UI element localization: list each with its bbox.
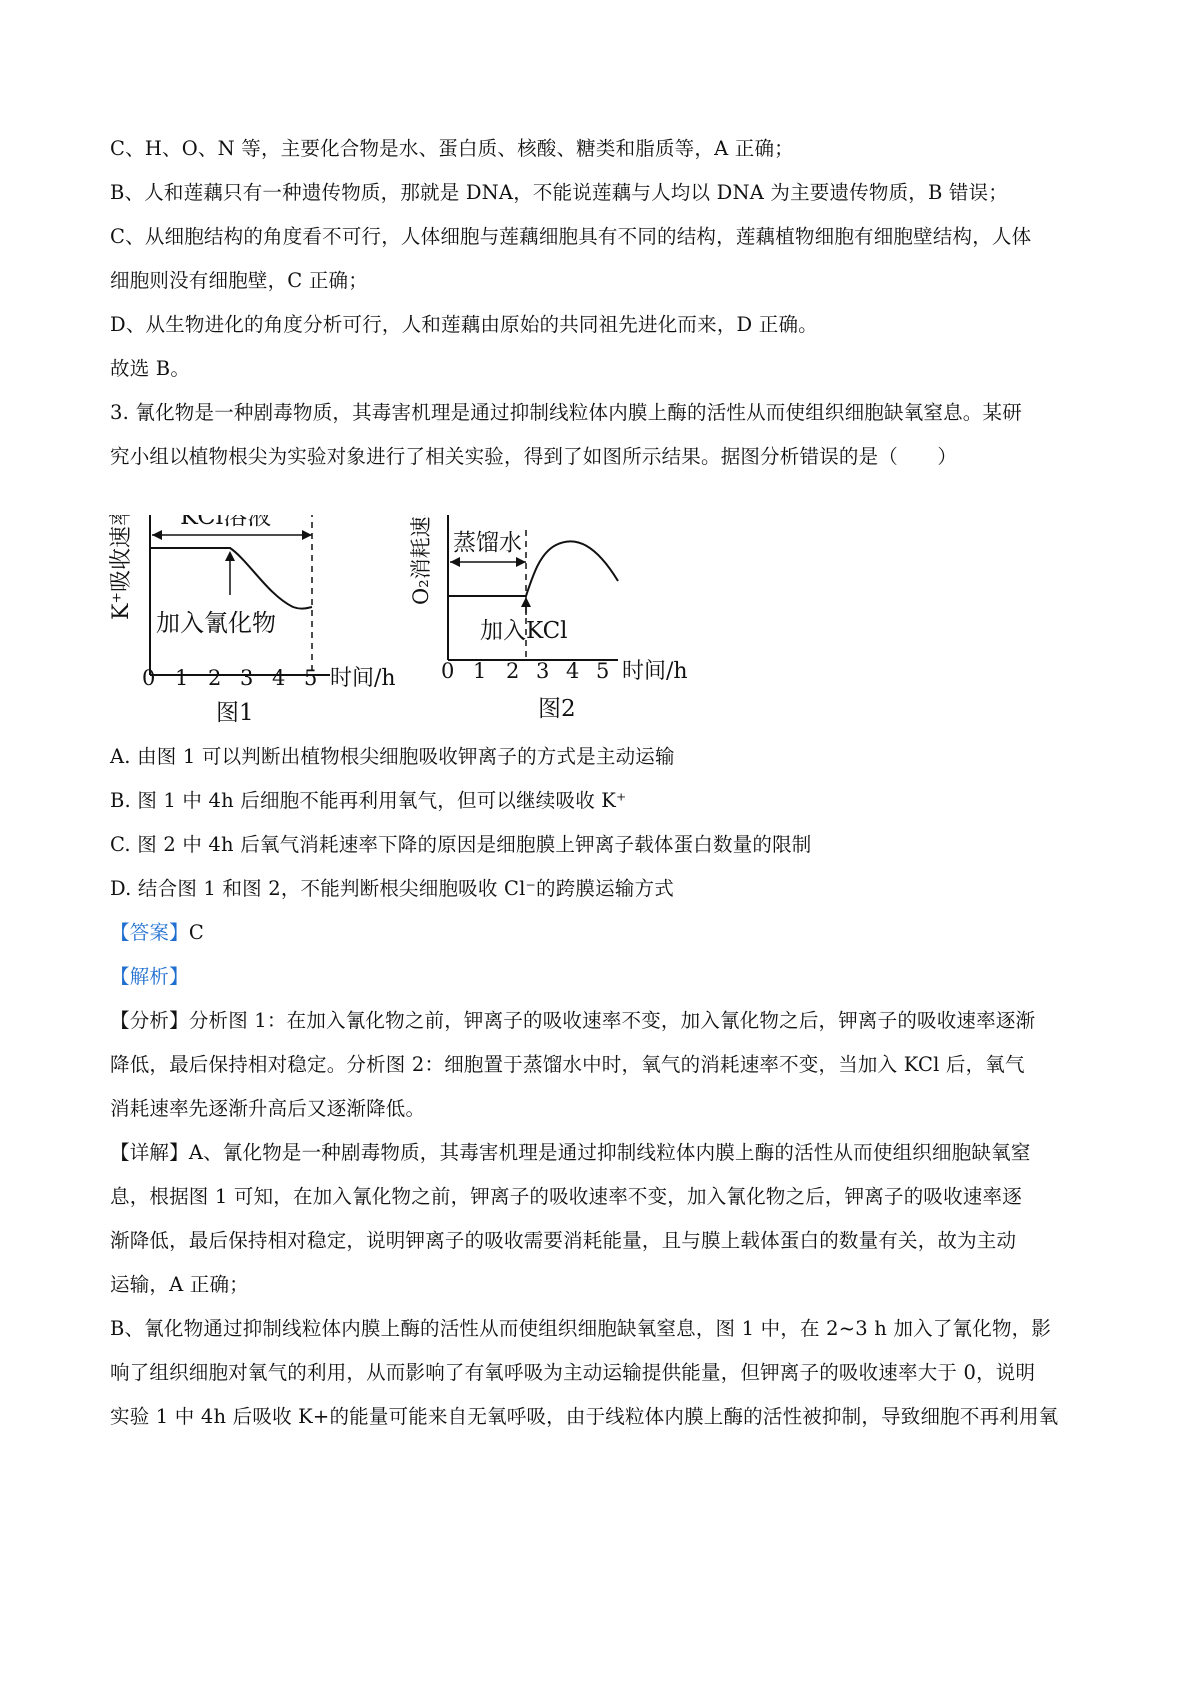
figure-caption: 图1	[216, 700, 254, 726]
fenxi-text: 分析图 1：在加入氰化物之前，钾离子的吸收速率不变，加入氰化物之后，钾离子的吸收速率逐渐	[188, 1009, 1036, 1032]
bracket-arrow-right	[516, 557, 526, 567]
xiangjie-line: 息，根据图 1 可知，在加入氰化物之前，钾离子的吸收速率不变，加入氰化物之后，钾离子的吸收速率逐	[110, 1185, 1022, 1208]
tick-label: 4	[272, 666, 286, 690]
option-c: C. 图 2 中 4h 后氧气消耗速率下降的原因是细胞膜上钾离子载体蛋白数量的限制	[110, 833, 812, 856]
event-arrow-head	[521, 597, 531, 607]
option-d: D. 结合图 1 和图 2，不能判断根尖细胞吸收 Cl⁻的跨膜运输方式	[110, 877, 674, 900]
text-line: 细胞则没有细胞壁，C 正确；	[110, 269, 368, 292]
tick-label: 0	[441, 659, 455, 683]
text-line: C、H、O、N 等，主要化合物是水、蛋白质、核酸、糖类和脂质等，A 正确；	[110, 137, 794, 160]
xiangjie-line: B、氰化物通过抑制线粒体内膜上酶的活性从而使组织细胞缺氧窒息，图 1 中，在 2~3 h 加入了氰化物，影	[110, 1317, 1052, 1340]
bracket-arrow-left	[450, 557, 460, 567]
figure-caption: 图2	[538, 696, 576, 722]
text-line: 故选 B。	[110, 357, 191, 380]
event-label: 加入氰化物	[156, 609, 276, 637]
bracket-arrow-right	[302, 530, 312, 540]
figure-2	[409, 515, 688, 722]
answer-tag: 【答案】	[110, 921, 189, 944]
tick-label: 2	[506, 659, 520, 683]
question-3-stem: 究小组以植物根尖为实验对象进行了相关实验，得到了如图所示结果。据图分析错误的是（ ）	[110, 445, 958, 468]
tick-label: 3	[240, 666, 254, 690]
text-line: C、从细胞结构的角度看不可行，人体细胞与莲藕细胞具有不同的结构，莲藕植物细胞有细胞壁结构，人体	[110, 225, 1032, 248]
xiangjie-text: A、氰化物是一种剧毒物质，其毒害机理是通过抑制线粒体内膜上酶的活性从而使组织细胞缺氧窒	[188, 1141, 1031, 1164]
event-label: 加入KCl	[480, 618, 568, 644]
tick-label: 0	[142, 666, 156, 690]
event-arrow-head	[225, 551, 235, 561]
xiangjie-line: 响了组织细胞对氧气的利用，从而影响了有氧呼吸为主动运输提供能量，但钾离子的吸收速率大于 0，说明	[110, 1361, 1036, 1384]
bracket-label: KCl溶液	[180, 515, 272, 530]
x-axis-label: 时间/h	[330, 666, 396, 691]
y-axis-label: O₂消耗速率	[409, 515, 433, 605]
tick-label: 4	[566, 659, 580, 683]
analysis-heading	[110, 965, 1100, 989]
fenxi-line	[110, 1009, 1100, 1033]
xiangjie-line: 实验 1 中 4h 后吸收 K+的能量可能来自无氧呼吸，由于线粒体内膜上酶的活性被抑制，导致细胞不再利用氧	[110, 1405, 1059, 1428]
analysis-tag: 【解析】	[110, 965, 189, 988]
option-a: A. 由图 1 可以判断出植物根尖细胞吸收钾离子的方式是主动运输	[110, 745, 675, 768]
tick-label: 5	[596, 659, 610, 683]
bracket-label: 蒸馏水	[453, 530, 522, 556]
fenxi-tag: 【分析】	[110, 1009, 189, 1032]
text-line: B、人和莲藕只有一种遗传物质，那就是 DNA，不能说莲藕与人均以 DNA 为主要遗传物质，B 错误；	[110, 181, 1009, 204]
tick-label: 5	[304, 666, 318, 690]
x-axis-label: 时间/h	[622, 659, 688, 684]
xiangjie-line	[110, 1141, 1100, 1165]
text-line: D、从生物进化的角度分析可行，人和莲藕由原始的共同祖先进化而来，D 正确。	[110, 313, 818, 336]
figure-1	[109, 515, 396, 726]
tick-label: 1	[175, 666, 189, 690]
tick-label: 1	[473, 659, 487, 683]
xiangjie-line: 渐降低，最后保持相对稳定，说明钾离子的吸收需要消耗能量，且与膜上载体蛋白的数量有关，故为主动	[110, 1229, 1017, 1252]
question-3-stem: 3. 氰化物是一种剧毒物质，其毒害机理是通过抑制线粒体内膜上酶的活性从而使组织细胞缺氧窒息。某研	[110, 401, 1022, 424]
tick-label: 2	[208, 666, 222, 690]
bracket-arrow-left	[152, 530, 162, 540]
xiangjie-line: 运输，A 正确；	[110, 1273, 249, 1296]
answer-line	[110, 921, 1100, 945]
tick-label: 3	[536, 659, 550, 683]
answer-value: C	[188, 921, 204, 944]
fenxi-line: 消耗速率先逐渐升高后又逐渐降低。	[110, 1097, 426, 1120]
option-b: B. 图 1 中 4h 后细胞不能再利用氧气，但可以继续吸收 K⁺	[110, 789, 627, 812]
y-axis-label: K⁺吸收速率	[109, 515, 134, 620]
xiangjie-tag: 【详解】	[110, 1141, 189, 1164]
fenxi-line: 降低，最后保持相对稳定。分析图 2：细胞置于蒸馏水中时，氧气的消耗速率不变，当加入 KCl 后，氧气	[110, 1053, 1025, 1076]
